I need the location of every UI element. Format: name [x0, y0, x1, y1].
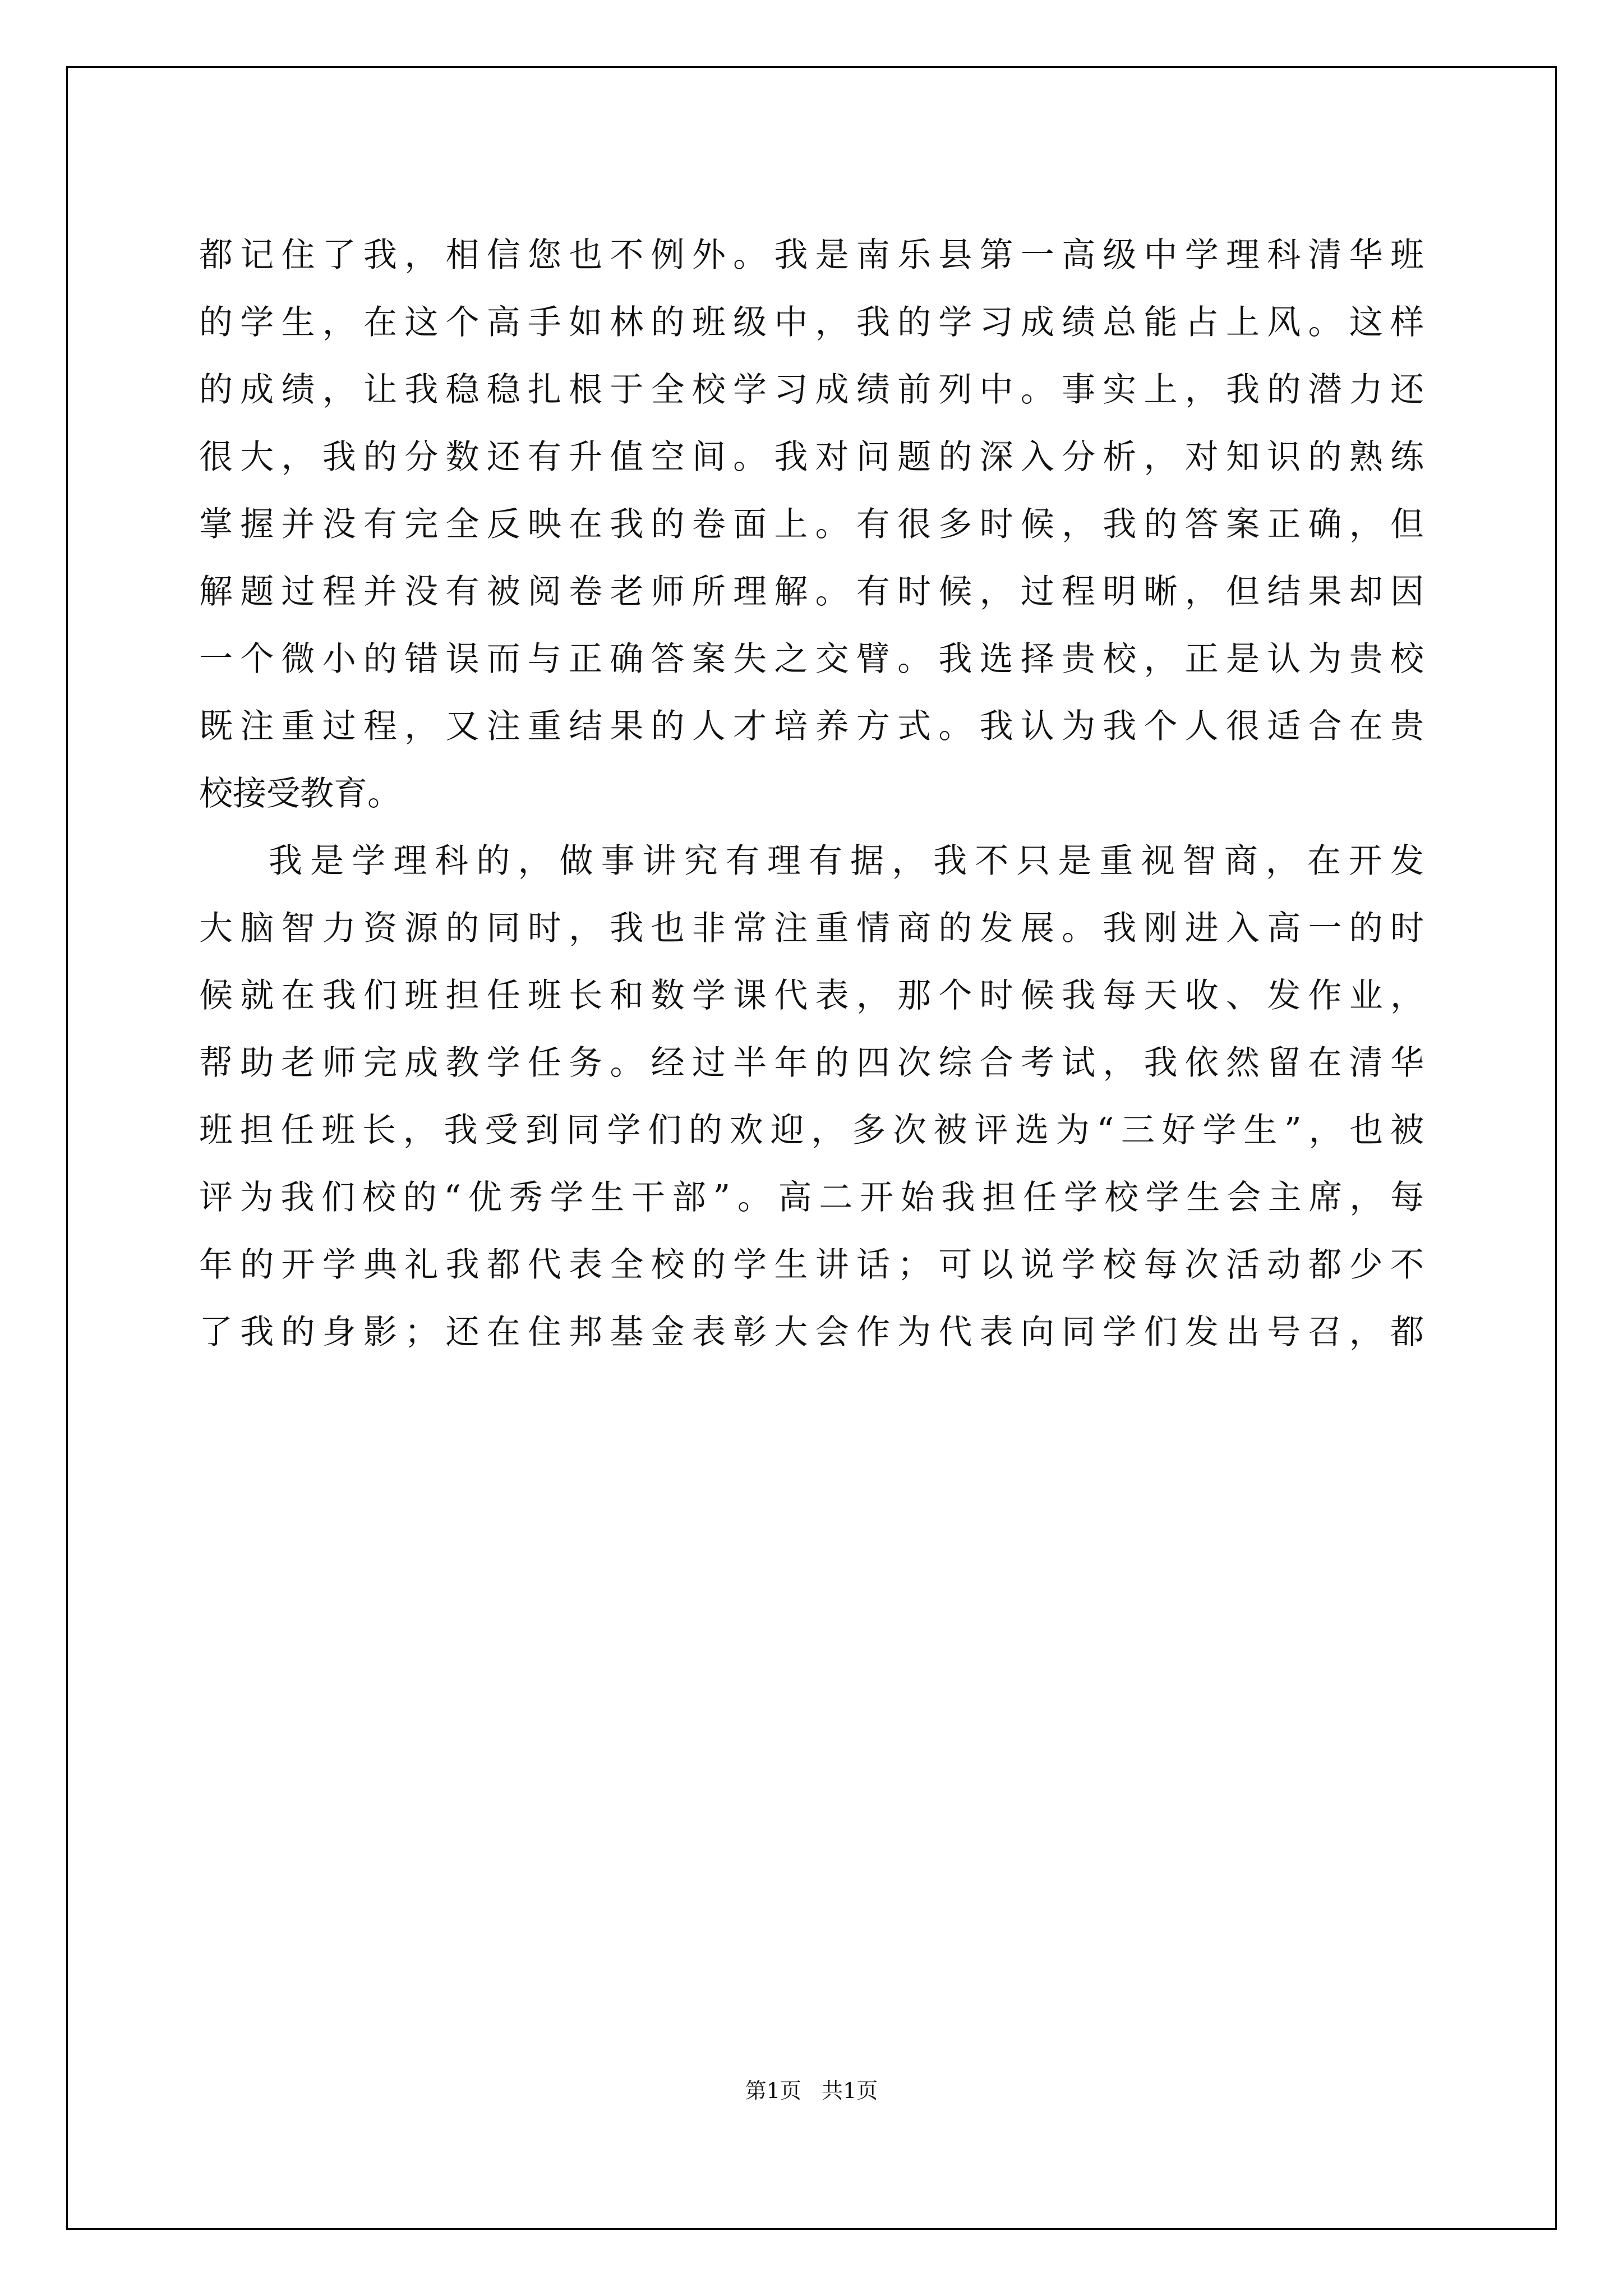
text-line: 大脑智力资源的同时，我也非常注重情商的发展。我刚进入高一的时 — [199, 909, 1424, 948]
text-line: 很大，我的分数还有升值空间。我对问题的深入分析，对知识的熟练 — [199, 438, 1424, 477]
text-line: 掌握并没有完全反映在我的卷面上。有很多时候，我的答案正确，但 — [199, 505, 1424, 544]
text-line: 都记住了我，相信您也不例外。我是南乐县第一高级中学理科清华班 — [199, 236, 1424, 275]
text-line: 我是学理科的，做事讲究有理有据，我不只是重视智商，在开发 — [269, 841, 1424, 881]
text-line: 一个微小的错误而与正确答案失之交臂。我选择贵校，正是认为贵校 — [199, 639, 1424, 679]
text-line: 年的开学典礼我都代表全校的学生讲话；可以说学校每次活动都少不 — [199, 1245, 1424, 1285]
text-line: 既注重过程，又注重结果的人才培养方式。我认为我个人很适合在贵 — [199, 707, 1424, 746]
text-line: 评为我们校的“优秀学生干部”。高二开始我担任学校学生会主席，每 — [199, 1178, 1424, 1217]
text-line: 了我的身影；还在住邦基金表彰大会作为代表向同学们发出号召，都 — [199, 1313, 1424, 1352]
text-line: 的学生，在这个高手如林的班级中，我的学习成绩总能占上风。这样 — [199, 303, 1424, 342]
text-line: 班担任班长，我受到同学们的欢迎，多次被评选为“三好学生”，也被 — [199, 1111, 1424, 1150]
text-line: 帮助老师完成教学任务。经过半年的四次综合考试，我依然留在清华 — [199, 1043, 1424, 1083]
text-line: 候就在我们班担任班长和数学课代表，那个时候我每天收、发作业， — [199, 976, 1424, 1015]
text-line: 校接受教育。 — [199, 774, 401, 813]
page-footer: 第1页 共1页 — [745, 2078, 878, 2103]
text-line: 的成绩，让我稳稳扎根于全校学习成绩前列中。事实上，我的潜力还 — [199, 370, 1424, 409]
text-line: 解题过程并没有被阅卷老师所理解。有时候，过程明晰，但结果却因 — [199, 572, 1424, 611]
